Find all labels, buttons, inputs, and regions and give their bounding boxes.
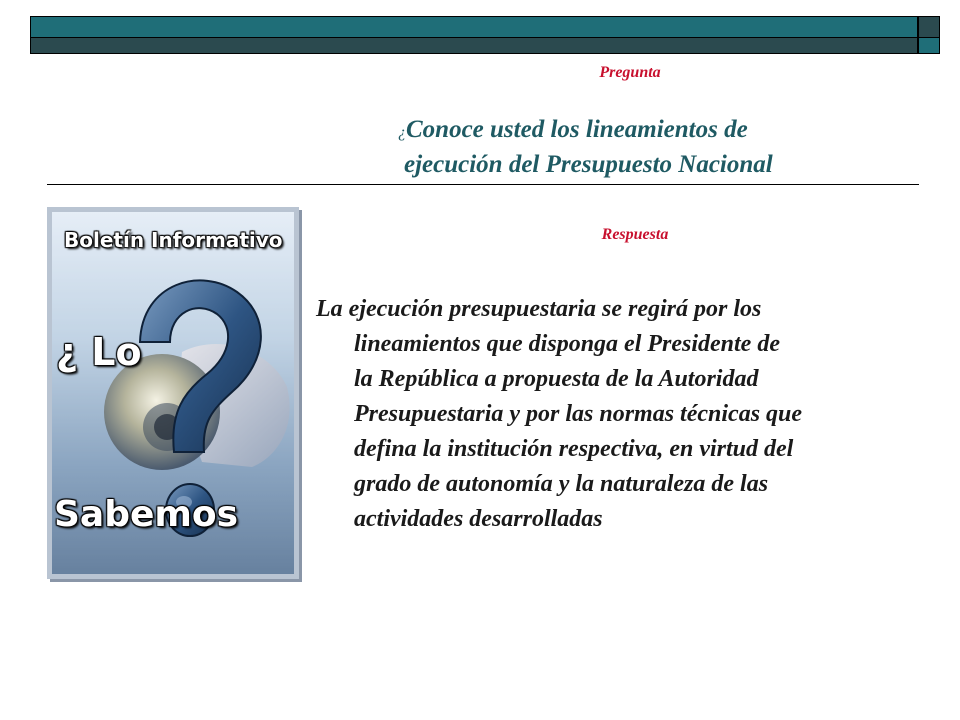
answer-line-3: la República a propuesta de la Autoridad: [354, 366, 759, 392]
header-decoration-bar: [30, 16, 940, 54]
question-line-2: ejecución del Presupuesto Nacional: [404, 151, 773, 178]
pregunta-label: Pregunta: [599, 64, 661, 81]
question-line-1: Conoce usted los lineamientos de: [406, 116, 748, 143]
boletin-sabemos-text: Sabemos: [54, 494, 239, 535]
boletin-lo-text: ¿ Lo: [56, 330, 142, 374]
boletin-title: Boletín Informativo: [64, 228, 283, 252]
header-bar-square-top: [918, 16, 940, 38]
answer-text: [316, 292, 956, 537]
respuesta-label: Respuesta: [601, 226, 669, 243]
header-bar-square-bottom: [918, 38, 940, 54]
answer-line-4: Presupuestaria y por las normas técnicas que: [354, 401, 803, 427]
header-bar-top: [30, 16, 918, 38]
divider-line: [47, 184, 919, 185]
boletin-image: [47, 207, 299, 579]
header-bar-bottom: [30, 38, 918, 54]
answer-line-2: lineamientos que disponga el Presidente de: [354, 331, 780, 357]
question-text: [398, 114, 918, 181]
question-mark: ¿: [398, 124, 406, 141]
answer-line-1: La ejecución presupuestaria se regirá por los: [316, 296, 762, 322]
answer-line-6: grado de autonomía y la naturaleza de las: [354, 471, 769, 497]
answer-line-7: actividades desarrolladas: [354, 506, 603, 532]
boletin-image-inner: [52, 212, 294, 574]
answer-line-5: defina la institución respectiva, en virtud del: [354, 436, 794, 462]
